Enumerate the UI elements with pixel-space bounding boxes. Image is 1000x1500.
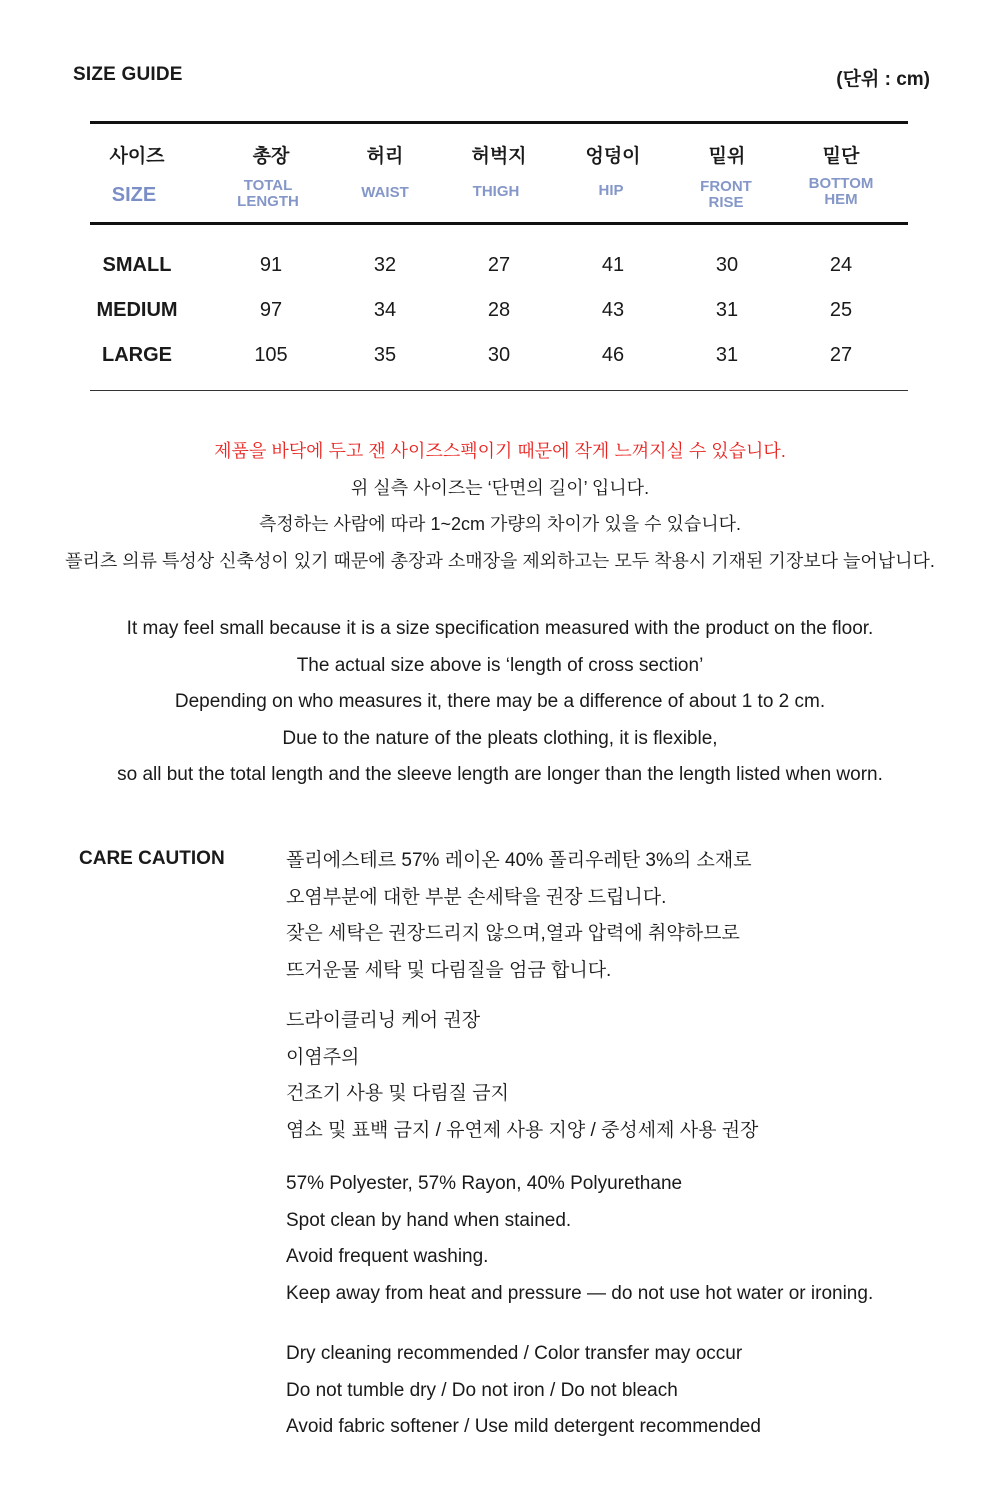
care-line: Avoid frequent washing.	[286, 1246, 489, 1268]
care-block-instructions-en	[286, 1336, 761, 1446]
note-line: The actual size above is ‘length of cross section’	[296, 654, 704, 676]
care-line: 오염부분에 대한 부분 손세탁을 권장 드립니다.	[286, 886, 667, 908]
care-line: Avoid fabric softener / Use mild detergent recommended	[286, 1416, 761, 1438]
table-cell: 30	[715, 254, 739, 276]
table-cell: 34	[373, 299, 397, 321]
care-line: Dry cleaning recommended / Color transfer may occur	[286, 1343, 743, 1364]
column-header-size-en: SIZE	[111, 184, 157, 206]
note-line: Depending on who measures it, there may be a difference of about 1 to 2 cm.	[174, 691, 826, 713]
table-cell: 105	[254, 344, 288, 366]
care-line: 뜨거운물 세탁 및 다림질을 엄금 합니다.	[286, 960, 612, 982]
care-line: 잦은 세탁은 권장드리지 않으며,열과 압력에 취약하므로	[286, 923, 740, 945]
table-cell: 30	[487, 344, 511, 366]
table-top-rule	[90, 121, 908, 124]
note-line: It may feel small because it is a size specification measured with the product on the floor.	[126, 618, 874, 639]
care-caution-heading: CARE CAUTION	[79, 848, 225, 869]
table-cell: 31	[715, 344, 739, 366]
table-cell: 27	[487, 254, 511, 276]
table-cell: 97	[259, 299, 283, 321]
column-header-hip-ko: 엉덩이	[585, 146, 641, 167]
row-size-label: LARGE	[102, 344, 172, 366]
care-line: Keep away from heat and pressure — do not use hot water or ironing.	[286, 1283, 874, 1305]
size-notes-korean	[0, 433, 1000, 579]
care-line: Spot clean by hand when stained.	[286, 1209, 572, 1231]
care-line: Do not tumble dry / Do not iron / Do not bleach	[286, 1379, 678, 1401]
table-bottom-rule	[90, 390, 908, 391]
table-cell: 28	[487, 299, 511, 321]
column-header-length-en: TOTAL LENGTH	[237, 177, 299, 210]
note-line: 위 실측 사이즈는 ‘단면의 길이’ 입니다.	[350, 477, 650, 498]
care-block-material-ko	[286, 843, 752, 990]
table-cell: 35	[373, 344, 397, 366]
page-title: SIZE GUIDE	[73, 64, 183, 85]
column-header-thigh-en: THIGH	[472, 183, 520, 200]
note-line: 측정하는 사람에 따라 1~2cm 가량의 차이가 있을 수 있습니다.	[258, 514, 742, 534]
table-cell: 24	[829, 254, 853, 276]
care-line: 건조기 사용 및 다림질 금지	[286, 1083, 510, 1105]
note-line: so all but the total length and the sleeve length are longer than the length listed when worn.	[117, 764, 883, 786]
table-cell: 91	[259, 254, 283, 276]
column-header-waist-en: WAIST	[361, 184, 409, 201]
column-header-size-ko: 사이즈	[109, 146, 165, 167]
note-line-warning: 제품을 바닥에 두고 잰 사이즈스펙이기 때문에 작게 느껴지실 수 있습니다.	[214, 441, 786, 461]
column-header-hip-en: HIP	[598, 182, 624, 199]
care-line: 드라이클리닝 케어 권장	[286, 1010, 481, 1031]
column-header-hem-ko: 밑단	[822, 146, 860, 167]
care-line: 57% Polyester, 57% Rayon, 40% Polyurethane	[286, 1173, 683, 1194]
table-cell: 43	[601, 299, 625, 321]
unit-label: (단위 : cm)	[836, 69, 930, 90]
table-cell: 27	[829, 344, 853, 366]
column-header-rise-ko: 밑위	[708, 146, 746, 167]
care-line: 폴리에스테르 57% 레이온 40% 폴리우레탄 3%의 소재로	[286, 850, 752, 871]
note-line: Due to the nature of the pleats clothing, it is flexible,	[282, 727, 718, 749]
care-line: 이염주의	[286, 1046, 360, 1068]
table-cell: 46	[601, 344, 625, 366]
size-notes-english	[0, 611, 1000, 794]
care-line: 염소 및 표백 금지 / 유연제 사용 지양 / 중성세제 사용 권장	[286, 1120, 759, 1142]
column-header-length-ko: 총장	[252, 146, 290, 167]
size-guide-header	[73, 64, 930, 92]
row-size-label: SMALL	[102, 254, 172, 276]
table-cell: 31	[715, 299, 739, 321]
column-header-rise-en: FRONT RISE	[700, 178, 752, 211]
note-line: 플리츠 의류 특성상 신축성이 있기 때문에 총장과 소매장을 제외하고는 모두 착용시 기재된 기장보다 늘어납니다.	[65, 550, 935, 571]
table-cell: 41	[601, 254, 625, 276]
table-cell: 32	[373, 254, 397, 276]
row-size-label: MEDIUM	[96, 299, 178, 321]
care-block-instructions-ko	[286, 1003, 758, 1150]
column-header-hem-en: BOTTOM HEM	[808, 175, 874, 208]
table-header-rule	[90, 222, 908, 225]
care-block-material-en	[286, 1166, 873, 1313]
table-cell: 25	[829, 299, 853, 321]
column-header-waist-ko: 허리	[366, 146, 404, 167]
column-header-thigh-ko: 허벅지	[471, 146, 527, 167]
